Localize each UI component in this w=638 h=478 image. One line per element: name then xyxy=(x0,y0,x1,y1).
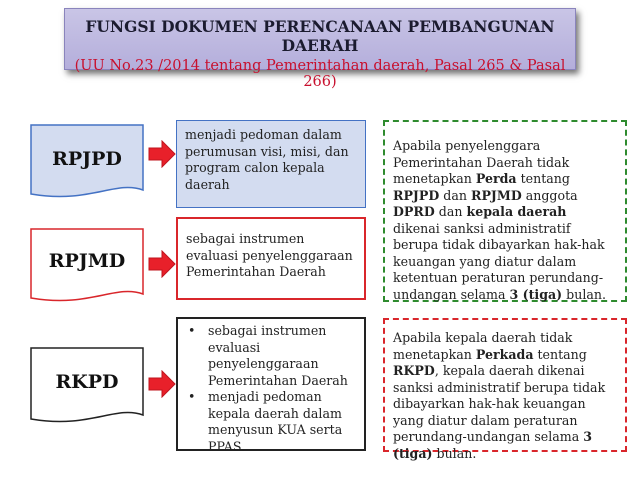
doc-rpjmd-label: RPJMD xyxy=(48,250,126,272)
list-item: • sebagai instrumen evaluasi penyelenggaraan Pemerintahan Daerah xyxy=(186,323,356,389)
note-bold-text: DPRD xyxy=(393,204,435,219)
doc-rpjpd xyxy=(30,124,144,204)
desc-rkpd xyxy=(176,317,366,454)
note-text: bulan. xyxy=(432,445,477,461)
doc-rkpd xyxy=(30,347,144,429)
desc-rpjmd: sebagai instrumen evaluasi penyelenggaraan Pemerintahan Daerah xyxy=(176,217,366,300)
note-text: dan xyxy=(434,204,467,219)
arrow-right-icon xyxy=(148,370,176,398)
arrow-right-icon xyxy=(148,140,176,168)
list-item: • menjadi pedoman kepala daerah dalam menyusun KUA serta PPAS. xyxy=(186,389,356,455)
note-bold-text: Perda xyxy=(475,171,517,186)
arrow-right-icon xyxy=(148,250,176,278)
note-bold-text: kepala daerah xyxy=(466,204,567,219)
note-bold-text: RKPD xyxy=(393,363,435,378)
note-bold-text: RPJMD xyxy=(470,187,522,203)
note-bold-text: 3 (tiga) xyxy=(393,429,593,461)
note-text: anggota xyxy=(521,187,578,203)
doc-rkpd-label: RKPD xyxy=(55,371,119,393)
note-text: bulan. xyxy=(562,286,606,302)
note-text: tentang xyxy=(516,171,570,186)
note-bold-text: 3 (tiga) xyxy=(509,286,563,302)
note-bold-text: Perkada xyxy=(475,346,534,362)
note-text: Apabila kepala daerah tidak menetapkan xyxy=(393,330,573,362)
note-text: dikenai sanksi administratif berupa tidak dibayarkan hak-hak keuangan yang diatur dalam ketentuan peraturan perundang-undangan selama xyxy=(393,220,605,302)
note-rpjpd-rpjmd-sanction xyxy=(383,120,627,302)
note-text: tentang xyxy=(533,346,587,362)
doc-rpjpd-label: RPJPD xyxy=(52,148,122,170)
title-banner xyxy=(64,8,576,90)
note-text: , kepala daerah dikenai sanksi administratif berupa tidak dibayarkan hak-hak keuangan yang diatur dalam peraturan perundang-undangan selama xyxy=(393,363,606,444)
desc-rpjpd: menjadi pedoman dalam perumusan visi, misi, dan program calon kepala daerah xyxy=(176,120,366,208)
note-text: dan xyxy=(439,187,471,203)
note-bold-text: RPJPD xyxy=(393,187,440,203)
note-text: Apabila penyelenggara Pemerintahan Daerah tidak menetapkan xyxy=(393,138,570,186)
note-rkpd-sanction xyxy=(383,318,627,461)
title-subheading: (UU No.23 /2014 tentang Pemerintahan daerah, Pasal 265 & Pasal 266) xyxy=(74,58,566,90)
title-heading: FUNGSI DOKUMEN PERENCANAAN PEMBANGUNAN DAERAH xyxy=(85,17,555,55)
desc-rkpd-list xyxy=(186,323,356,455)
doc-rpjmd xyxy=(30,228,144,308)
